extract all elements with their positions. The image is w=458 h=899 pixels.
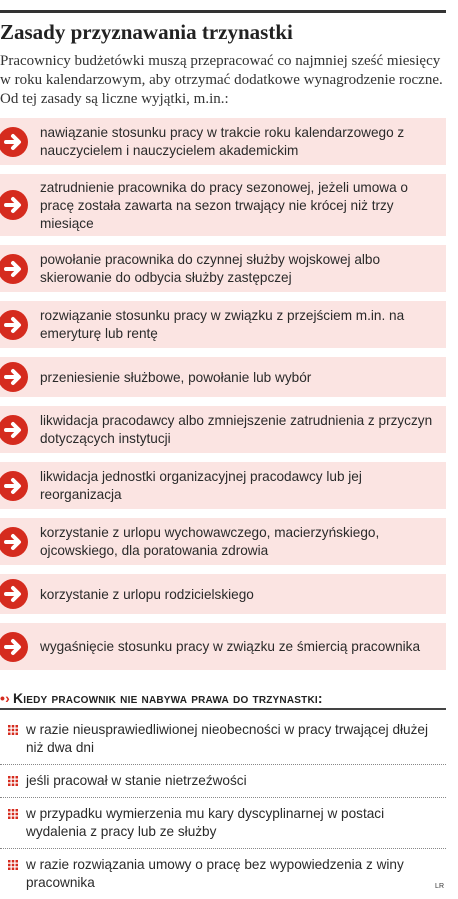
arrow-right-circle-icon — [0, 527, 28, 557]
rule-item — [0, 574, 446, 614]
rule-item — [0, 174, 446, 236]
rule-item — [0, 623, 446, 670]
rule-text: zatrudnienie pracownika do pracy sezonowej, jeżeli umowa o pracę została zawarta na sezon trwający nie krócej niż trzy miesiące — [40, 179, 408, 231]
caret-icon: •› — [0, 690, 10, 706]
arrow-right-circle-icon — [0, 471, 28, 501]
rule-item — [0, 357, 446, 397]
top-rule — [0, 10, 446, 13]
grid-bullet-icon — [8, 725, 18, 735]
arrow-right-circle-icon — [0, 190, 28, 220]
rule-item — [0, 462, 446, 509]
grid-bullet-icon — [8, 809, 18, 819]
exceptions-list — [0, 714, 446, 899]
grid-bullet-icon — [8, 860, 18, 870]
arrow-right-circle-icon — [0, 579, 28, 609]
exception-item — [0, 798, 446, 849]
arrow-right-circle-icon — [0, 127, 28, 157]
intro-text: Pracownicy budżetówki muszą przepracować co najmniej sześć miesięcy w roku kalendarzowym, aby otrzymać dodatkowe wynagrodzenie roczne. Od tej zasady są liczne wyjątki, m.in.: — [0, 53, 443, 107]
page-title: Zasady przyznawania trzynastki — [0, 20, 293, 44]
exceptions-heading-text: Kiedy pracownik nie nabywa prawa do trzynastki: — [12, 690, 323, 706]
rule-text: likwidacja jednostki organizacyjnej pracodawcy lub jej reorganizacja — [40, 469, 362, 502]
grid-bullet-icon — [8, 776, 18, 786]
exception-text: w razie rozwiązania umowy o pracę bez wypowiedzenia z winy pracownika — [26, 857, 404, 890]
exceptions-heading — [0, 690, 446, 706]
rule-text: nawiązanie stosunku pracy w trakcie roku kalendarzowego z nauczycielem i nauczycielem akademickim — [40, 125, 405, 158]
exception-text: jeśli pracował w stanie nietrzeźwości — [26, 773, 247, 788]
rule-text: powołanie pracownika do czynnej służby wojskowej albo skierowanie do odbycia służby zastępczej — [40, 252, 381, 285]
rule-text: wygaśnięcie stosunku pracy w związku ze śmiercią pracownika — [40, 639, 421, 654]
rule-item — [0, 301, 446, 348]
exceptions-rule — [0, 708, 446, 710]
rule-item — [0, 118, 446, 165]
arrow-right-circle-icon — [0, 632, 28, 662]
rules-list — [0, 118, 446, 679]
arrow-right-circle-icon — [0, 310, 28, 340]
exception-item — [0, 765, 446, 798]
rule-text: likwidacja pracodawcy albo zmniejszenie zatrudnienia z przyczyn dotyczących instytucji — [40, 413, 433, 446]
exception-item — [0, 849, 446, 899]
rule-item — [0, 245, 446, 292]
rule-item — [0, 406, 446, 453]
rule-text: rozwiązanie stosunku pracy w związku z przejściem m.in. na emeryturę lub rentę — [40, 308, 405, 341]
exception-item — [0, 714, 446, 765]
arrow-right-circle-icon — [0, 254, 28, 284]
rule-text: korzystanie z urlopu wychowawczego, macierzyńskiego, ojcowskiego, dla poratowania zdrowia — [40, 525, 380, 558]
exception-text: w razie nieusprawiedliwionej nieobecności w pracy trwającej dłużej niż dwa dni — [26, 722, 428, 755]
arrow-right-circle-icon — [0, 415, 28, 445]
exception-text: w przypadku wymierzenia mu kary dyscyplinarnej w postaci wydalenia z pracy lub ze służby — [26, 806, 385, 839]
rule-item — [0, 518, 446, 565]
author-credit: LR — [435, 883, 444, 890]
rule-text: korzystanie z urlopu rodzicielskiego — [40, 586, 254, 602]
rule-text: przeniesienie służbowe, powołanie lub wybór — [40, 369, 312, 385]
arrow-right-circle-icon — [0, 362, 28, 392]
